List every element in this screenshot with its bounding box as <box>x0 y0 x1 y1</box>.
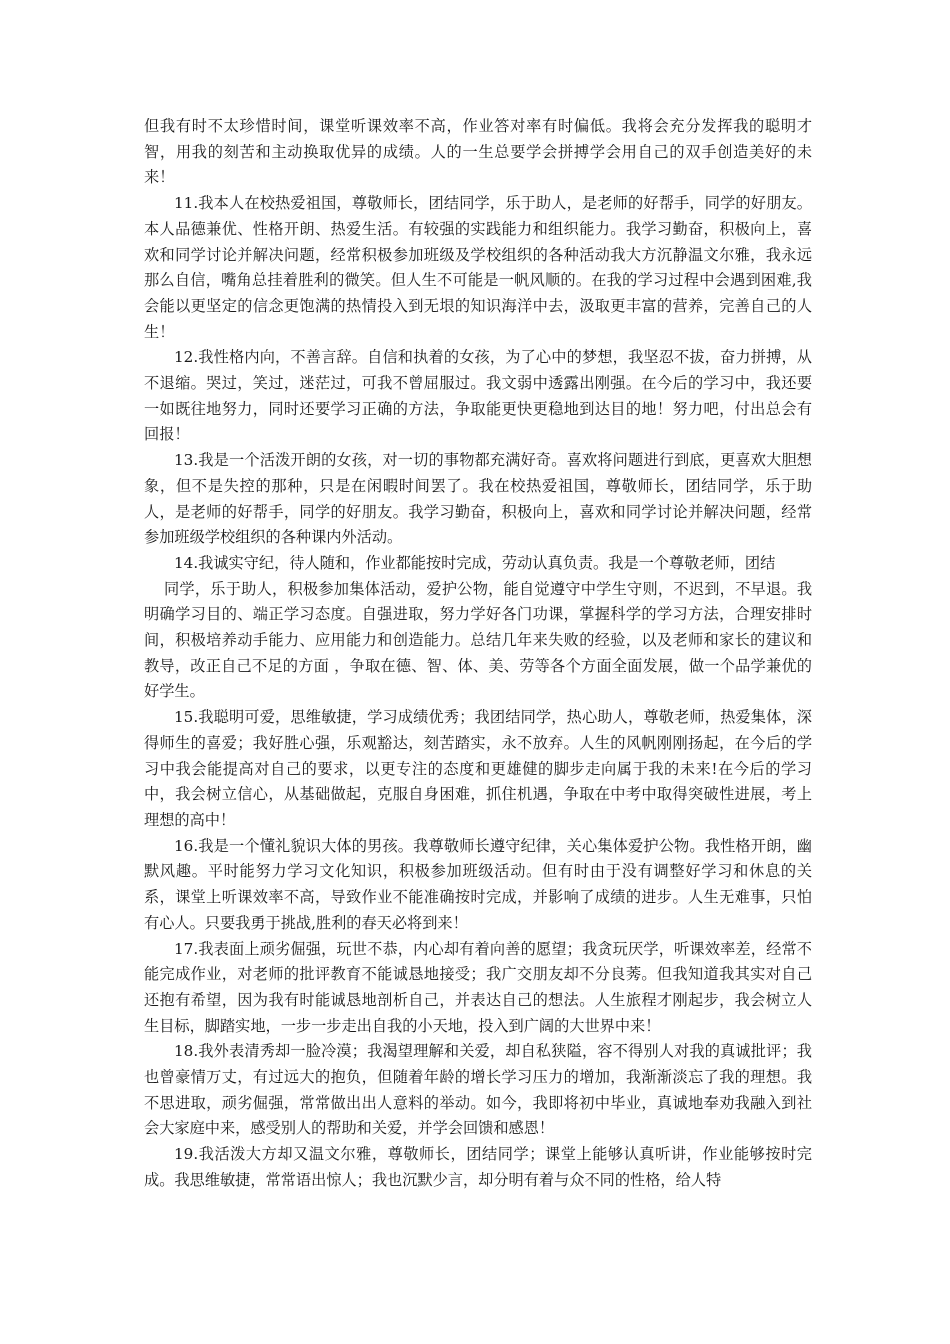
paragraph-11: 11.我本人在校热爱祖国，尊敬师长，团结同学，乐于助人，是老师的好帮手，同学的好朋友。本人品德兼优、性格开朗、热爱生活。有较强的实践能力和组织能力。我学习勤奋，积极向上，喜欢和同学讨论并解决问题，经常积极参加班级及学校组织的各种活动我大方沉静温文尔雅，我永远那么自信，嘴角总挂着胜利的微笑。但人生不可能是一帆风顺的。在我的学习过程中会遇到困难,我会能以更坚定的信念更饱满的热情投入到无垠的知识海洋中去，汲取更丰富的营养，完善自己的人生！ <box>144 194 812 341</box>
paragraph-16: 16.我是一个懂礼貌识大体的男孩。我尊敬师长遵守纪律，关心集体爱护公物。我性格开朗，幽默风趣。平时能努力学习文化知识，积极参加班级活动。但有时由于没有调整好学习和休息的关系，课堂上听课效率不高，导致作业不能准确按时完成，并影响了成绩的进步。人生无难事，只怕有心人。只要我勇于挑战,胜利的春天必将到来！ <box>144 836 812 932</box>
paragraph-14-continued: 同学，乐于助人，积极参加集体活动，爱护公物，能自觉遵守中学生守则，不迟到，不早退。我明确学习目的、端正学习态度。自强进取，努力学好各门功课，掌握科学的学习方法，合理安排时间，积极培养动手能力、应用能力和创造能力。总结几年来失败的经验，以及老师和家长的建议和教导，改正自己不足的方面 ，争取在德、智、体、美、劳等各个方面全面发展，做一个品学兼优的好学生。 <box>144 579 812 701</box>
paragraph-19: 19.我活泼大方却又温文尔雅，尊敬师长，团结同学；课堂上能够认真听讲，作业能够按时完成。我思维敏捷，常常语出惊人；我也沉默少言，却分明有着与众不同的性格，给人特 <box>144 1145 812 1189</box>
paragraph-14: 14.我诚实守纪，待人随和，作业都能按时完成，劳动认真负责。我是一个尊敬老师，团结 <box>174 553 776 572</box>
paragraph-15: 15.我聪明可爱，思维敏捷，学习成绩优秀；我团结同学，热心助人，尊敬老师，热爱集体，深得师生的喜爱；我好胜心强，乐观豁达，刻苦踏实，永不放弃。人生的风帆刚刚扬起，在今后的学习中我会能提高对自己的要求，以更专注的态度和更雄健的脚步走向属于我的未来!在今后的学习中，我会树立信心，从基础做起，克服自身困难，抓住机遇，争取在中考中取得突破性进展，考上理想的高中！ <box>144 708 812 829</box>
document-body <box>144 114 812 1194</box>
paragraph-continued: 但我有时不太珍惜时间，课堂听课效率不高，作业答对率有时偏低。我将会充分发挥我的聪明才智，用我的刻苦和主动换取优异的成绩。人的一生总要学会拼搏学会用自己的双手创造美好的未来！ <box>144 117 812 187</box>
paragraph-12: 12.我性格内向，不善言辞。自信和执着的女孩，为了心中的梦想，我坚忍不拔，奋力拼搏，从不退缩。哭过，笑过，迷茫过，可我不曾屈服过。我文弱中透露出刚强。在今后的学习中，我还要一如既往地努力，同时还要学习正确的方法，争取能更快更稳地到达目的地！努力吧，付出总会有回报！ <box>144 348 812 444</box>
paragraph-13: 13.我是一个活泼开朗的女孩，对一切的事物都充满好奇。喜欢将问题进行到底，更喜欢大胆想象，但不是失控的那种，只是在闲暇时间罢了。我在校热爱祖国，尊敬师长，团结同学，乐于助人，是老师的好帮手，同学的好朋友。我学习勤奋，积极向上，喜欢和同学讨论并解决问题，经常参加班级学校组织的各种课内外活动。 <box>144 451 812 547</box>
paragraph-17: 17.我表面上顽劣倔强，玩世不恭，内心却有着向善的愿望；我贪玩厌学，听课效率差，经常不能完成作业，对老师的批评教育不能诚恳地接受；我广交朋友却不分良莠。但我知道我其实对自己还抱有希望，因为我有时能诚恳地剖析自己，并表达自己的想法。人生旅程才刚起步，我会树立人生目标，脚踏实地，一步一步走出自我的小天地，投入到广阔的大世界中来！ <box>144 939 812 1035</box>
paragraph-18: 18.我外表清秀却一脸冷漠；我渴望理解和关爱，却自私狭隘，容不得别人对我的真诚批评；我也曾豪情万丈，有过远大的抱负，但随着年龄的增长学习压力的增加，我渐渐淡忘了我的理想。我不思进取，顽劣倔强，常常做出出人意料的举动。如今，我即将初中毕业，真诚地奉劝我融入到社会大家庭中来，感受别人的帮助和关爱，并学会回馈和感恩！ <box>144 1042 812 1138</box>
